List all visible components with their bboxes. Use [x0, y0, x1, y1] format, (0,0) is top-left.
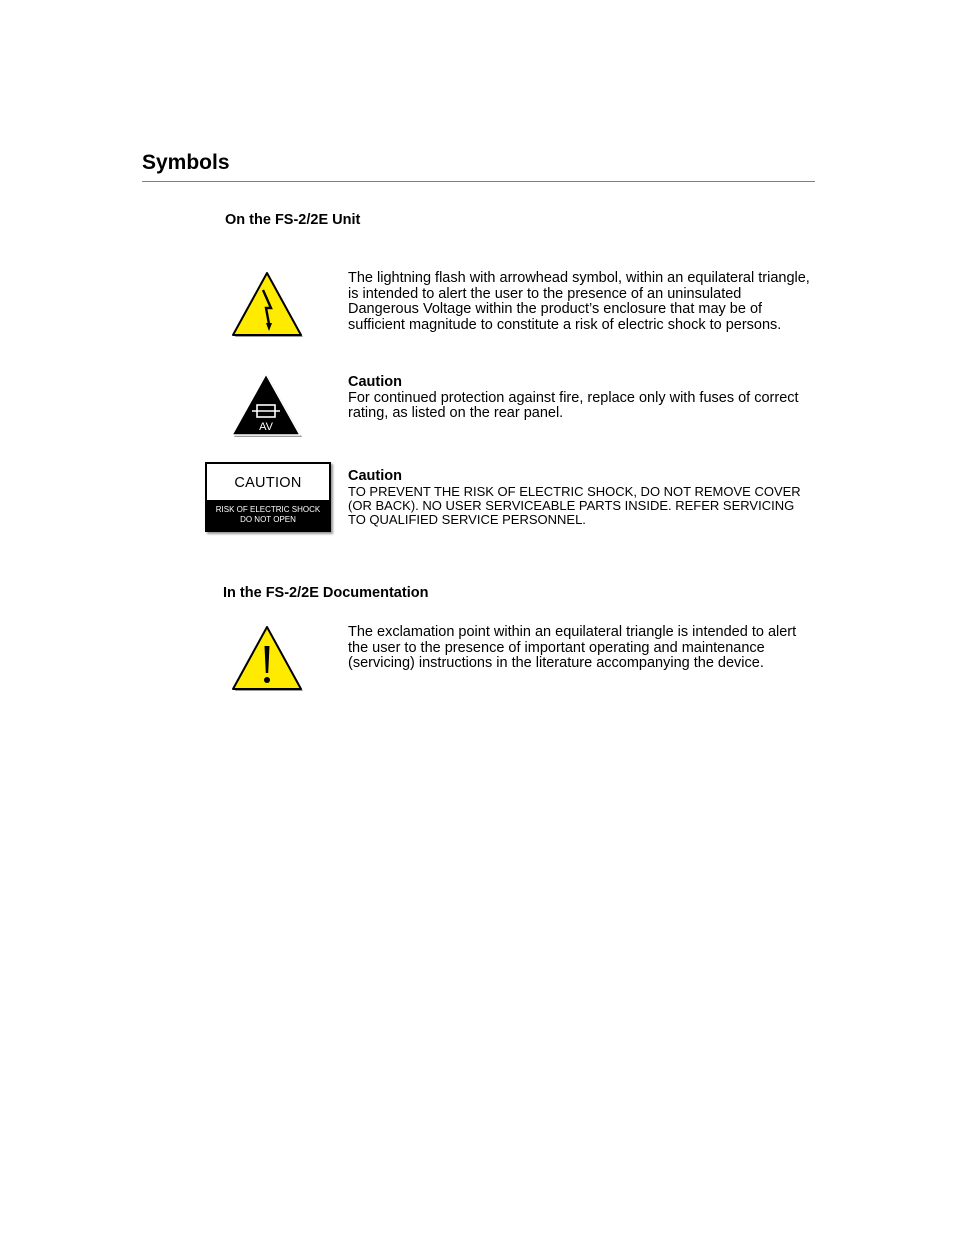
caution-sign-icon: [205, 462, 331, 532]
exclamation-triangle-icon: [229, 625, 304, 692]
caution-sign-heading: CAUTION: [234, 475, 302, 491]
section-heading-unit: On the FS-2/2E Unit: [225, 212, 361, 228]
caution-sign-line-1: RISK OF ELECTRIC SHOCK: [215, 505, 321, 514]
exclamation-symbol-description: The exclamation point within an equilateral triangle is intended to alert the user to the presence of important operating and maintenance (servicing) instructions in the literature accompanying the device.: [348, 624, 797, 672]
lightning-symbol-description: The lightning flash with arrowhead symbol, within an equilateral triangle, is intended to alert the user to the presence of an uninsulated Dangerous Voltage within the product’s enclosure that may be of sufficient magnitude to constitute a risk of electric shock to persons.: [348, 270, 810, 333]
section-heading-documentation: In the FS-2/2E Documentation: [223, 585, 429, 601]
lightning-triangle-icon: [230, 271, 304, 338]
fuse-caution-body: For continued protection against fire, replace only with fuses of correct rating, as listed on the rear panel.: [348, 389, 799, 422]
title-divider: [142, 181, 815, 182]
fuse-caution-title: Caution: [348, 374, 402, 390]
page-title: Symbols: [142, 151, 230, 174]
fuse-triangle-icon: [229, 372, 303, 438]
shock-caution-body: TO PREVENT THE RISK OF ELECTRIC SHOCK, DO NOT REMOVE COVER (OR BACK). NO USER SERVICEABLE PARTS INSIDE. REFER SERVICING TO QUALIFIED SERVICE PERSONNEL.: [348, 483, 801, 527]
fuse-caution-text: [348, 375, 810, 422]
shock-caution-title: Caution: [348, 468, 402, 484]
shock-caution-text: [348, 469, 810, 527]
fuse-icon-label: AV: [259, 421, 273, 433]
caution-sign-line-2: DO NOT OPEN: [240, 515, 296, 524]
caution-sign-warning: [207, 500, 329, 530]
